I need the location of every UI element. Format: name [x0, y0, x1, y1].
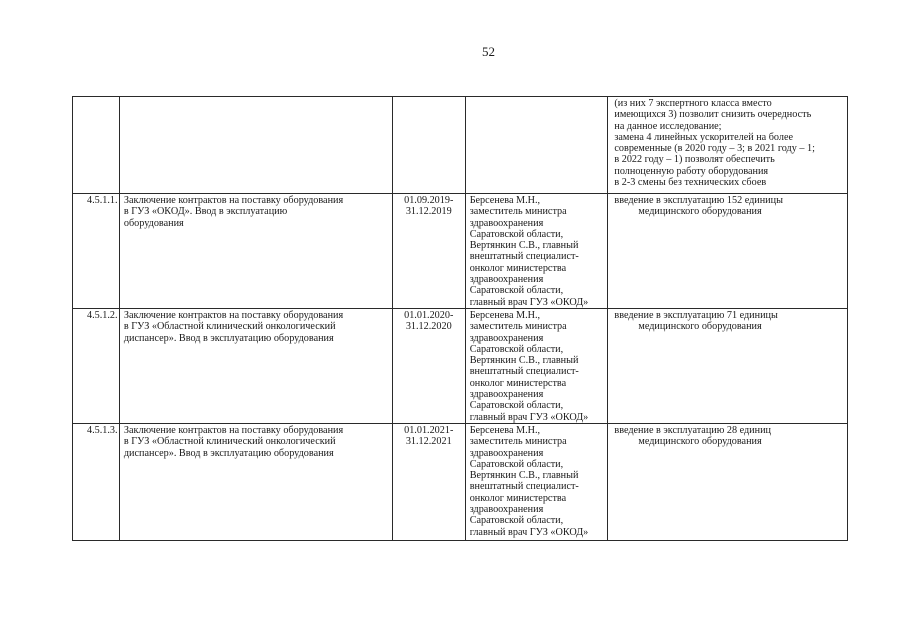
responsible-line: онколог министерства: [469, 492, 567, 504]
responsible-line: заместитель министра: [469, 321, 567, 333]
table-row: [73, 194, 848, 309]
number-cell: 4.5.1.1.: [73, 194, 120, 309]
result-cell: [608, 194, 848, 309]
result-line: введение в эксплуатацию 152 единицы: [614, 195, 783, 206]
dates-cell: [392, 308, 465, 423]
responsible-line: заместитель министра: [469, 436, 567, 448]
page-number: 52: [482, 44, 495, 59]
result-cell: [608, 97, 848, 194]
event-line: оборудования: [123, 217, 184, 229]
result-line: современные (в 2020 году – 3; в 2021 году – 1;: [614, 143, 815, 155]
event-line: в ГУЗ «ОКОД». Ввод в эксплуатацию: [123, 206, 288, 218]
event-line: диспансер». Ввод в эксплуатацию оборудования: [123, 447, 334, 459]
result-line: медицинского оборудования: [638, 321, 762, 333]
result-line: замена 4 линейных ускорителей на более: [614, 131, 794, 143]
event-cell: [119, 308, 392, 423]
responsible-line: внештатный специалист-: [469, 481, 579, 493]
responsible-line: онколог министерства: [469, 377, 567, 389]
responsible-line: Вертянкин С.В., главный: [469, 355, 579, 367]
responsible-line: Саратовской области,: [469, 458, 564, 470]
responsible-line: здравоохранения: [469, 504, 544, 516]
dates-cell: [392, 194, 465, 309]
event-cell: [119, 423, 392, 540]
responsible-line: главный врач ГУЗ «ОКОД»: [469, 526, 589, 538]
dates-cell: [392, 97, 465, 194]
result-cell: [608, 423, 848, 540]
event-line: Заключение контрактов на поставку оборудования: [123, 309, 344, 321]
event-cell: [119, 97, 392, 194]
responsible-line: онколог министерства: [469, 262, 567, 274]
number-cell: 4.5.1.2.: [73, 308, 120, 423]
responsible-line: Саратовской области,: [469, 228, 564, 240]
responsible-cell: [465, 423, 608, 540]
responsible-cell: [465, 308, 608, 423]
number-cell: [73, 97, 120, 194]
responsible-cell: [465, 194, 608, 309]
result-line: полноценную работу оборудования: [614, 165, 769, 177]
event-line: в ГУЗ «Областной клинический онкологический: [123, 321, 336, 333]
date-start: 01.09.2019-: [404, 195, 454, 206]
result-line: медицинского оборудования: [638, 436, 762, 448]
result-line: медицинского оборудования: [638, 206, 762, 218]
table-row-continuation: [73, 97, 848, 194]
responsible-line: здравоохранения: [469, 389, 544, 401]
result-line: имеющихся 3) позволит снизить очередность: [614, 109, 812, 121]
result-line: на данное исследование;: [614, 120, 722, 132]
responsible-line: Саратовской области,: [469, 343, 564, 355]
date-start: 01.01.2021-: [404, 424, 454, 436]
event-line: диспансер». Ввод в эксплуатацию оборудования: [123, 332, 334, 344]
event-cell: [119, 194, 392, 309]
responsible-line: Саратовской области,: [469, 285, 564, 297]
responsible-line: заместитель министра: [469, 206, 567, 218]
responsible-line: здравоохранения: [469, 217, 544, 229]
responsible-line: Вертянкин С.В., главный: [469, 470, 579, 482]
dates-cell: [392, 423, 465, 540]
measures-table: [72, 96, 848, 541]
result-line: (из них 7 экспертного класса вместо: [614, 98, 772, 109]
event-line: Заключение контрактов на поставку оборудования: [123, 195, 344, 206]
result-line: введение в эксплуатацию 71 единицы: [614, 309, 778, 321]
responsible-line: Саратовской области,: [469, 515, 564, 527]
responsible-line: внештатный специалист-: [469, 251, 579, 263]
responsible-line: Саратовской области,: [469, 400, 564, 412]
responsible-cell: [465, 97, 608, 194]
responsible-line: здравоохранения: [469, 332, 544, 344]
responsible-line: здравоохранения: [469, 274, 544, 286]
table-row: [73, 308, 848, 423]
table-row: [73, 423, 848, 540]
date-end: 31.12.2020: [405, 321, 452, 333]
responsible-line: Берсенева М.Н.,: [469, 309, 541, 321]
event-line: в ГУЗ «Областной клинический онкологический: [123, 436, 336, 448]
responsible-line: главный врач ГУЗ «ОКОД»: [469, 411, 589, 423]
responsible-line: здравоохранения: [469, 447, 544, 459]
date-end: 31.12.2019: [405, 206, 452, 218]
result-line: в 2022 году – 1) позволят обеспечить: [614, 154, 775, 166]
event-line: Заключение контрактов на поставку оборудования: [123, 424, 344, 436]
responsible-line: внештатный специалист-: [469, 366, 579, 378]
responsible-line: Берсенева М.Н.,: [469, 424, 541, 436]
responsible-line: главный врач ГУЗ «ОКОД»: [469, 296, 589, 308]
date-start: 01.01.2020-: [404, 309, 454, 321]
result-line: в 2-3 смены без технических сбоев: [614, 177, 767, 189]
date-end: 31.12.2021: [405, 436, 452, 448]
responsible-line: Берсенева М.Н.,: [469, 195, 541, 206]
number-cell: 4.5.1.3.: [73, 423, 120, 540]
result-line: введение в эксплуатацию 28 единиц: [614, 424, 771, 436]
result-cell: [608, 308, 848, 423]
responsible-line: Вертянкин С.В., главный: [469, 240, 579, 252]
